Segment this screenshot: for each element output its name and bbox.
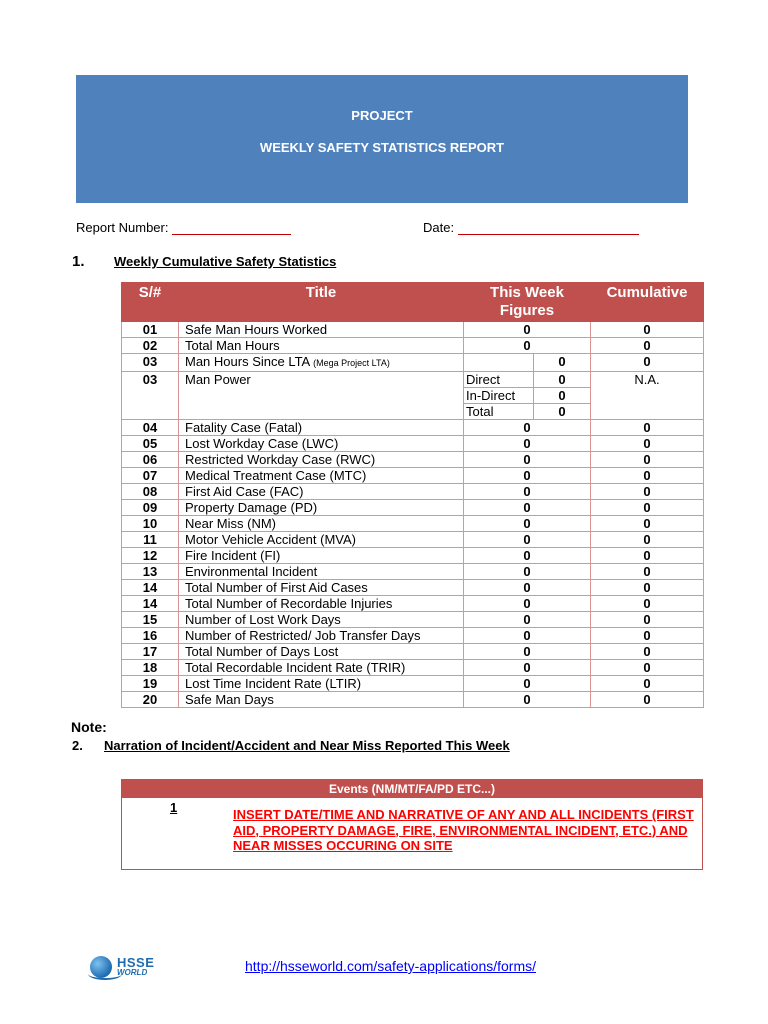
table-row	[122, 420, 704, 436]
row-title: Fire Incident (FI)	[179, 548, 464, 564]
manpower-total-value[interactable]: 0	[534, 404, 591, 420]
date-blank[interactable]	[458, 220, 639, 235]
row-title	[179, 354, 464, 372]
row-cumulative[interactable]: 0	[591, 532, 704, 548]
row-cumulative[interactable]: 0	[591, 322, 704, 338]
row-cumulative[interactable]: 0	[591, 612, 704, 628]
event-number: 1	[170, 800, 178, 815]
row-title: Lost Time Incident Rate (LTIR)	[179, 676, 464, 692]
manpower-indirect-value[interactable]: 0	[534, 388, 591, 404]
row-title: Medical Treatment Case (MTC)	[179, 468, 464, 484]
table-row	[122, 548, 704, 564]
header-report-title: WEEKLY SAFETY STATISTICS REPORT	[259, 140, 505, 155]
row-sn: 03	[122, 354, 179, 372]
row-title: Total Man Hours	[179, 338, 464, 354]
table-row	[122, 580, 704, 596]
table-row	[122, 692, 704, 708]
row-cumulative[interactable]: 0	[591, 692, 704, 708]
table-header-row	[122, 283, 704, 322]
row-title: Total Number of Days Lost	[179, 644, 464, 660]
row-sn: 15	[122, 612, 179, 628]
row-empty-cell	[464, 354, 534, 372]
header-cumulative: Cumulative	[591, 283, 704, 322]
row-sn: 01	[122, 322, 179, 338]
section-2-title: Narration of Incident/Accident and Near Miss Reported This Week	[104, 738, 510, 753]
report-number-field[interactable]	[76, 220, 291, 235]
row-sn: 14	[122, 596, 179, 612]
row-this-week[interactable]: 0	[464, 660, 591, 676]
row-this-week[interactable]: 0	[464, 436, 591, 452]
section-1-number: 1.	[72, 253, 85, 270]
row-cumulative[interactable]: N.A.	[591, 372, 704, 420]
report-number-label: Report Number:	[76, 220, 169, 235]
row-cumulative[interactable]: 0	[591, 676, 704, 692]
row-this-week[interactable]: 0	[464, 596, 591, 612]
table-row	[122, 468, 704, 484]
row-title: Motor Vehicle Accident (MVA)	[179, 532, 464, 548]
row-this-week[interactable]: 0	[464, 322, 591, 338]
row-cumulative[interactable]: 0	[591, 660, 704, 676]
row-cumulative[interactable]: 0	[591, 516, 704, 532]
row-title-note: (Mega Project LTA)	[313, 358, 390, 368]
row-cumulative[interactable]: 0	[591, 500, 704, 516]
manpower-direct-value[interactable]: 0	[534, 372, 591, 388]
row-sn: 04	[122, 420, 179, 436]
event-narrative-instruction[interactable]: INSERT DATE/TIME AND NARRATIVE OF ANY AND ALL INCIDENTS (FIRST AID, PROPERTY DAMAGE, FIRE, ENVIRONMENTAL INCIDENT, ETC.) AND NEAR MISSES OCCURING ON SITE	[233, 807, 694, 853]
row-title: Lost Workday Case (LWC)	[179, 436, 464, 452]
events-header: Events (NM/MT/FA/PD ETC...)	[122, 780, 702, 798]
row-title: Safe Man Hours Worked	[179, 322, 464, 338]
table-row	[122, 516, 704, 532]
row-this-week[interactable]: 0	[464, 644, 591, 660]
table-row	[122, 372, 704, 388]
manpower-indirect-label: In-Direct	[464, 388, 534, 404]
row-title: Safe Man Days	[179, 692, 464, 708]
table-row	[122, 338, 704, 354]
hsse-world-logo	[88, 954, 168, 984]
row-this-week[interactable]: 0	[464, 532, 591, 548]
manpower-total-label: Total	[464, 404, 534, 420]
row-sn: 06	[122, 452, 179, 468]
header-project-label: PROJECT	[351, 108, 413, 123]
row-title-text: Man Hours Since LTA	[185, 354, 310, 369]
section-1-heading	[72, 253, 336, 270]
row-this-week[interactable]: 0	[464, 516, 591, 532]
row-sn: 14	[122, 580, 179, 596]
row-cumulative[interactable]: 0	[591, 452, 704, 468]
header-sn: S/#	[122, 283, 179, 322]
table-row	[122, 436, 704, 452]
report-number-blank[interactable]	[172, 220, 291, 235]
row-title: Man Power	[179, 372, 464, 420]
table-row	[122, 452, 704, 468]
row-this-week[interactable]: 0	[534, 354, 591, 372]
table-row	[122, 660, 704, 676]
row-cumulative[interactable]: 0	[591, 628, 704, 644]
row-sn: 05	[122, 436, 179, 452]
section-2-number: 2.	[72, 738, 83, 753]
row-this-week[interactable]: 0	[464, 500, 591, 516]
table-row	[122, 676, 704, 692]
row-this-week[interactable]: 0	[464, 564, 591, 580]
row-sn: 10	[122, 516, 179, 532]
row-sn: 02	[122, 338, 179, 354]
events-box	[121, 779, 703, 870]
row-this-week[interactable]: 0	[464, 676, 591, 692]
table-row	[122, 500, 704, 516]
table-row	[122, 484, 704, 500]
row-title: Environmental Incident	[179, 564, 464, 580]
row-title: Total Number of First Aid Cases	[179, 580, 464, 596]
row-sn: 08	[122, 484, 179, 500]
row-this-week[interactable]: 0	[464, 468, 591, 484]
row-sn: 17	[122, 644, 179, 660]
row-cumulative[interactable]: 0	[591, 338, 704, 354]
row-this-week[interactable]: 0	[464, 452, 591, 468]
table-row	[122, 628, 704, 644]
row-sn: 13	[122, 564, 179, 580]
row-sn: 18	[122, 660, 179, 676]
row-this-week[interactable]: 0	[464, 580, 591, 596]
row-title: Fatality Case (Fatal)	[179, 420, 464, 436]
row-sn: 07	[122, 468, 179, 484]
row-title: Property Damage (PD)	[179, 500, 464, 516]
row-title: Number of Restricted/ Job Transfer Days	[179, 628, 464, 644]
manpower-direct-label: Direct	[464, 372, 534, 388]
row-this-week[interactable]: 0	[464, 548, 591, 564]
table-row	[122, 644, 704, 660]
row-sn: 16	[122, 628, 179, 644]
report-header-banner	[76, 75, 688, 203]
row-this-week[interactable]: 0	[464, 484, 591, 500]
section-2-heading	[72, 738, 510, 753]
row-sn: 09	[122, 500, 179, 516]
row-cumulative[interactable]: 0	[591, 420, 704, 436]
table-row	[122, 596, 704, 612]
footer-link[interactable]: http://hsseworld.com/safety-applications/forms/	[245, 958, 537, 974]
row-sn: 20	[122, 692, 179, 708]
row-cumulative[interactable]: 0	[591, 596, 704, 612]
table-row	[122, 532, 704, 548]
row-cumulative[interactable]: 0	[591, 548, 704, 564]
row-cumulative[interactable]: 0	[591, 354, 704, 372]
table-row	[122, 322, 704, 338]
table-row	[122, 612, 704, 628]
row-cumulative[interactable]: 0	[591, 644, 704, 660]
header-this-week: This Week Figures	[464, 283, 591, 322]
row-title: Total Recordable Incident Rate (TRIR)	[179, 660, 464, 676]
row-title: Total Number of Recordable Injuries	[179, 596, 464, 612]
table-row	[122, 564, 704, 580]
row-sn: 12	[122, 548, 179, 564]
safety-statistics-table	[121, 282, 704, 708]
row-this-week[interactable]: 0	[464, 612, 591, 628]
row-this-week[interactable]: 0	[464, 628, 591, 644]
row-cumulative[interactable]: 0	[591, 468, 704, 484]
header-title: Title	[179, 283, 464, 322]
note-label: Note:	[71, 719, 107, 735]
date-label: Date:	[423, 220, 455, 235]
row-this-week[interactable]: 0	[464, 692, 591, 708]
row-this-week[interactable]: 0	[464, 420, 591, 436]
logo-text-world: WORLD	[117, 968, 148, 977]
row-cumulative[interactable]: 0	[591, 436, 704, 452]
date-field[interactable]	[423, 220, 639, 235]
row-this-week[interactable]: 0	[464, 338, 591, 354]
row-title: Near Miss (NM)	[179, 516, 464, 532]
logo-text-hsse: HSSE	[117, 955, 155, 970]
row-cumulative[interactable]: 0	[591, 484, 704, 500]
row-sn: 03	[122, 372, 179, 420]
row-cumulative[interactable]: 0	[591, 580, 704, 596]
row-sn: 19	[122, 676, 179, 692]
row-title: First Aid Case (FAC)	[179, 484, 464, 500]
section-1-title: Weekly Cumulative Safety Statistics	[114, 254, 337, 269]
row-cumulative[interactable]: 0	[591, 564, 704, 580]
row-sn: 11	[122, 532, 179, 548]
row-title: Number of Lost Work Days	[179, 612, 464, 628]
table-row	[122, 354, 704, 372]
row-title: Restricted Workday Case (RWC)	[179, 452, 464, 468]
